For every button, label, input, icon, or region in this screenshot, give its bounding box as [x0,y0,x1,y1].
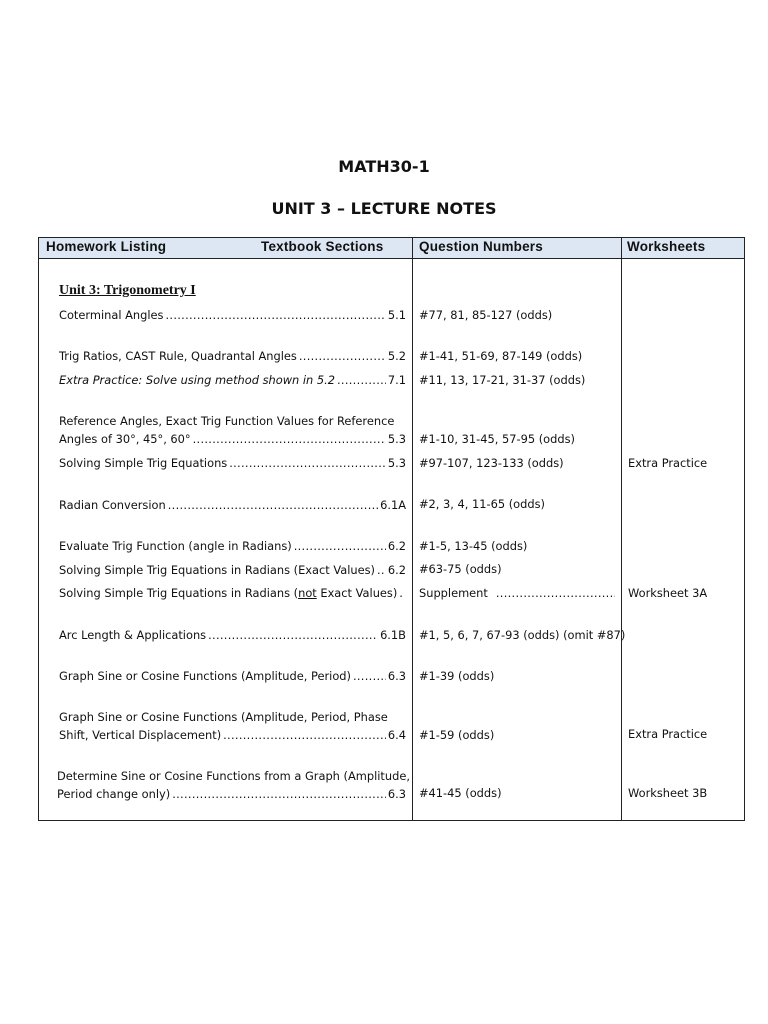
question-numbers: #41-45 (odds) [419,786,502,800]
question-numbers: #2, 3, 4, 11-65 (odds) [419,497,545,511]
question-numbers: #97-107, 123-133 (odds) [419,456,564,470]
section-title: Unit 3: Trigonometry I [59,283,196,298]
question-numbers: #1-5, 13-45 (odds) [419,539,528,553]
header-question-numbers: Question Numbers [419,239,543,254]
header-worksheets: Worksheets [627,239,706,254]
table-row-topic: Solving Simple Trig Equations ..... 5.3 [59,456,406,470]
question-numbers: #1-59 (odds) [419,728,495,742]
worksheet-label: Worksheet 3A [628,586,708,600]
table-row-topic-line1: Graph Sine or Cosine Functions (Amplitude, Period, Phase [59,710,388,724]
worksheet-label: Extra Practice [628,727,708,741]
column-divider [621,238,622,820]
table-row-topic: Arc Length & Applications ..... 6.1B [59,628,406,642]
table-row-topic: Shift, Vertical Displacement) ..... 6.4 [59,728,406,742]
header-textbook-sections: Textbook Sections [261,239,384,254]
question-numbers: #1-10, 31-45, 57-95 (odds) [419,432,575,446]
table-row-topic: Solving Simple Trig Equations in Radians (not Exact Values) ..... [59,586,406,600]
column-divider [412,238,413,820]
table-row-topic: Trig Ratios, CAST Rule, Quadrantal Angles ..... 5.2 [59,349,406,363]
table-row-topic: Period change only) ..... 6.3 [57,787,406,801]
table-row-topic: Angles of 30°, 45°, 60° ..... 5.3 [59,432,406,446]
question-numbers: #1-41, 51-69, 87-149 (odds) [419,349,583,363]
unit-title: UNIT 3 – LECTURE NOTES [271,199,497,218]
table-row-topic: Coterminal Angles ..... 5.1 [59,308,406,322]
header-homework-listing: Homework Listing [46,239,167,254]
question-numbers: #1-39 (odds) [419,669,495,683]
table-row-topic: Solving Simple Trig Equations in Radians (Exact Values) ..... 6.2 [59,563,406,577]
table-row-topic: Evaluate Trig Function (angle in Radians) ..... 6.2 [59,539,406,553]
table-row-topic-line1: Reference Angles, Exact Trig Function Values for Reference [59,414,395,428]
table-row-topic-line1: Determine Sine or Cosine Functions from a Graph (Amplitude, [57,769,410,783]
question-numbers: #11, 13, 17-21, 31-37 (odds) [419,373,586,387]
question-numbers: #63-75 (odds) [419,562,502,576]
course-title: MATH30-1 [338,157,430,176]
worksheet-label: Extra Practice [628,456,708,470]
question-numbers: #1, 5, 6, 7, 67-93 (odds) (omit #87) [419,628,626,642]
table-row-topic: Graph Sine or Cosine Functions (Amplitude, Period) ..... 6.3 [59,669,406,683]
question-numbers: Supplement ..... [419,586,615,600]
table-row-topic: Extra Practice: Solve using method shown in 5.2 ..... 7.1 [59,373,406,387]
table-row-topic: Radian Conversion ..... 6.1A [59,498,406,512]
table-header-row [39,238,744,259]
worksheet-label: Worksheet 3B [628,786,708,800]
homework-table [38,237,745,821]
question-numbers: #77, 81, 85-127 (odds) [419,308,553,322]
